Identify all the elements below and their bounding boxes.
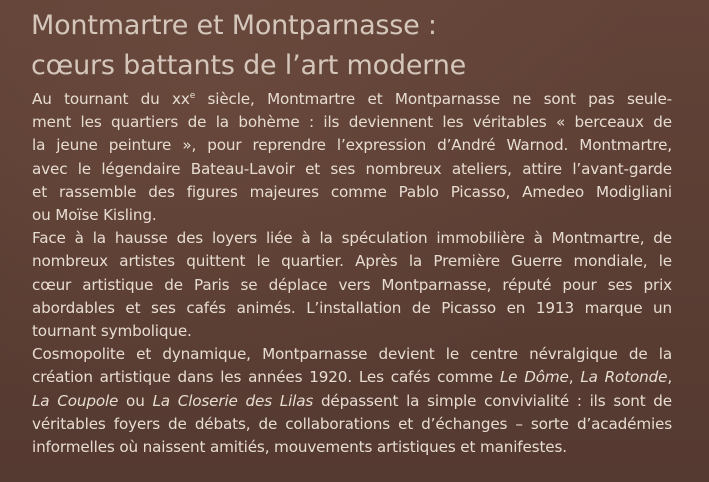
paragraph-3 (32, 343, 691, 459)
title-line-1: Montmartre et Montparnasse : (31, 10, 437, 41)
paragraph-1-line: et rassemble des figures majeures comme Pablo Picasso, Amedeo Modigliani (32, 182, 672, 201)
paragraph-2-line: abordables et ses cafés animés. L’installation de Picasso en 1913 marque un (32, 298, 672, 317)
title-line-2: cœurs battants de l’art moderne (31, 50, 467, 81)
paragraph-1-line: avec le légendaire Bateau-Lavoir et ses nombreux ateliers, attire l’avant-garde (32, 159, 672, 178)
paragraph-3-line (32, 366, 672, 389)
paragraph-1 (32, 88, 691, 227)
paragraph-2-line: cœur artistique de Paris se déplace vers Montparnasse, réputé pour ses prix (32, 275, 672, 294)
cafe-name: La Rotonde (580, 368, 668, 387)
paragraph-2-line: Face à la hausse des loyers liée à la spéculation immobilière à Montmartre, de (32, 229, 672, 248)
cafe-name: La Closerie des Lilas (152, 391, 314, 410)
century-superscript: e (189, 91, 196, 101)
paragraph-1-line (32, 88, 672, 111)
text-run: ou (118, 391, 153, 410)
paragraph-2 (32, 227, 691, 343)
paragraph-1-line: ou Moïse Kisling. (32, 206, 157, 225)
cafe-name: Le Dôme (499, 368, 569, 387)
text-run: dépassent la simple convivialité : ils sont de (313, 391, 672, 410)
paragraph-2-line: nombreux artistes quittent le quartier. Après la Première Guerre mondiale, le (32, 252, 672, 271)
paragraph-3-line (32, 390, 672, 413)
text-run: Au tournant du xx (32, 90, 190, 108)
panel-body (32, 88, 691, 459)
paragraph-3-line: véritables foyers de débats, de collaborations et d’échanges – sorte d’académies (32, 414, 672, 433)
cafe-name: La Coupole (32, 391, 119, 410)
text-run: , (667, 368, 672, 387)
paragraph-3-line: Cosmopolite et dynamique, Montparnasse devient le centre névralgique de la (32, 345, 672, 364)
paragraph-1-line: ment les quartiers de la bohème : ils deviennent les véritables « berceaux de (32, 113, 672, 132)
text-run: siècle, Montmartre et Montparnasse ne sont pas seule- (195, 90, 672, 108)
paragraph-3-line: informelles où naissent amitiés, mouvements artistiques et manifestes. (32, 438, 567, 457)
paragraph-2-line: tournant symbolique. (32, 322, 192, 341)
paragraph-1-line: la jeune peinture », pour reprendre l’expression d’André Warnod. Montmartre, (32, 136, 672, 155)
panel-title (31, 6, 691, 86)
text-run: création artistique dans les années 1920. Les cafés comme (32, 368, 500, 387)
text-run: , (568, 368, 581, 387)
